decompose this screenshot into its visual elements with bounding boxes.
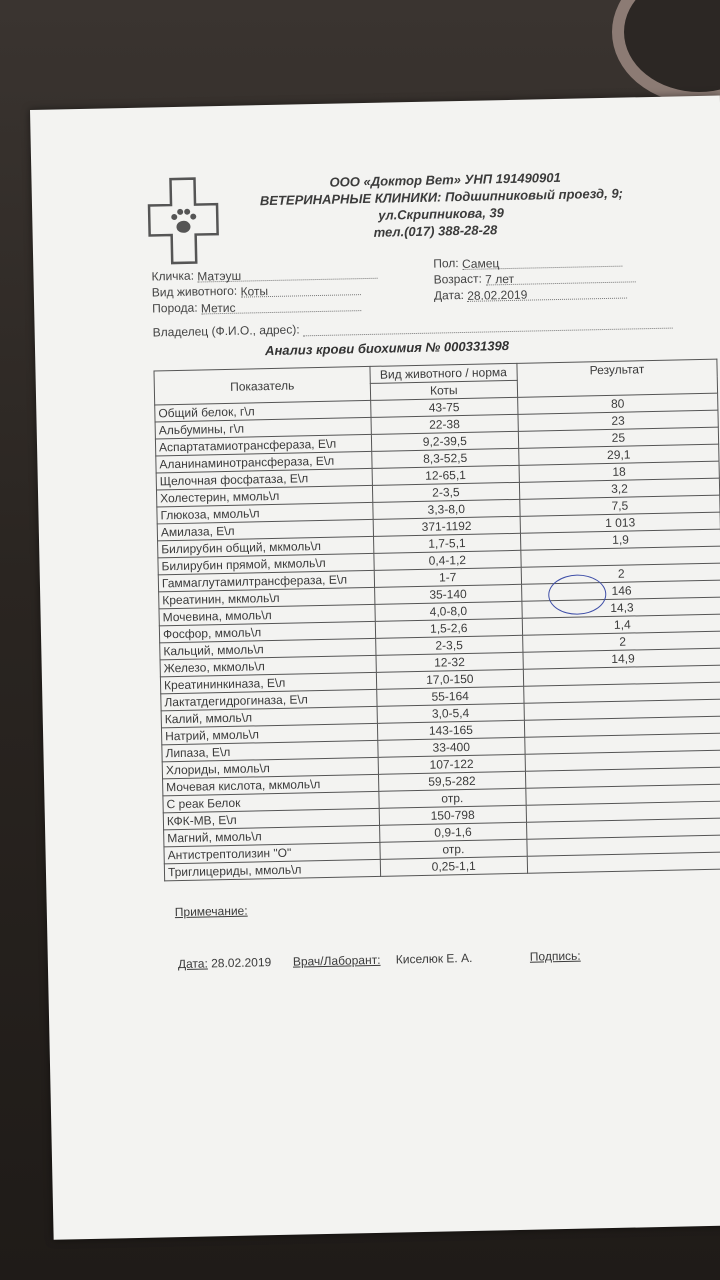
age-label: Возраст:	[433, 271, 483, 287]
norm-cell: 371-1192	[373, 516, 520, 536]
indicator-cell: Аспартатамиотрансфераза, Е\л	[155, 434, 371, 456]
norm-cell: 12-65,1	[372, 465, 519, 485]
col-norm-header: Вид животного / норма	[370, 363, 517, 383]
table-body	[155, 393, 720, 881]
indicator-cell: Билирубин общий, мкмоль\л	[158, 536, 374, 558]
species-label: Вид животного:	[151, 283, 238, 300]
result-cell: 3,2	[519, 478, 719, 499]
indicator-cell: Глюкоза, ммоль\л	[157, 502, 373, 524]
result-cell: 23	[518, 410, 718, 431]
norm-cell: 1,5-2,6	[375, 618, 522, 638]
clinic-address: ВЕТЕРИНАРНЫЕ КЛИНИКИ: Подшипниковый проезд, 9;	[259, 185, 624, 209]
result-cell: 2	[522, 631, 720, 652]
indicator-cell: Щелочная фосфатаза, Е\л	[156, 468, 372, 490]
result-cell: 1,4	[522, 614, 720, 635]
norm-cell: 8,3-52,5	[372, 448, 519, 468]
result-cell: 14,9	[523, 648, 720, 669]
indicator-cell: Мочевая кислота, мкмоль\л	[163, 774, 379, 796]
date-label: Дата:	[433, 287, 465, 303]
result-cell: 29,1	[519, 444, 719, 465]
norm-cell: 143-165	[377, 720, 524, 740]
breed-value: Метис	[200, 300, 236, 316]
footer-doctor	[293, 951, 473, 969]
norm-cell: 2-3,5	[372, 482, 519, 502]
norm-cell: 3,0-5,4	[377, 703, 524, 723]
indicator-cell: Магний, ммоль\л	[164, 825, 380, 847]
footer-signature	[530, 949, 581, 964]
norm-cell: 2-3,5	[375, 635, 522, 655]
indicator-cell: Аланинаминотрансфераза, Е\л	[156, 451, 372, 473]
species-value: Коты	[240, 284, 269, 299]
result-cell	[527, 852, 720, 873]
norm-cell: 0,9-1,6	[379, 822, 526, 842]
norm-cell: 33-400	[378, 737, 525, 757]
indicator-cell: Креатинин, мкмоль\л	[159, 587, 375, 609]
col-result-header: Результат	[517, 359, 718, 397]
norm-cell: 107-122	[378, 754, 525, 774]
clinic-header	[259, 167, 660, 243]
norm-cell: 35-140	[374, 584, 521, 604]
indicator-cell: Калий, ммоль\л	[161, 706, 377, 728]
footer-date	[178, 955, 272, 971]
footer-date-label: Дата:	[177, 956, 208, 972]
indicator-cell: Хлориды, ммоль\л	[162, 757, 378, 779]
clinic-street: ул.Скрипникова, 39	[378, 205, 505, 223]
indicator-cell: Билирубин прямой, мкмоль\л	[158, 553, 374, 575]
result-cell: 80	[517, 393, 717, 414]
age-field	[433, 268, 635, 286]
lab-report-sheet	[30, 96, 720, 1240]
breed-field	[152, 297, 361, 315]
footer-doctor-label: Врач/Лаборант:	[292, 952, 381, 969]
note-label: Примечание:	[174, 903, 248, 920]
norm-cell: 17,0-150	[376, 669, 523, 689]
clinic-phone: тел.(017) 388-28-28	[373, 222, 498, 240]
indicator-cell: Железо, мкмоль\л	[160, 655, 376, 677]
result-cell: 146	[521, 580, 720, 601]
norm-cell: 3,3-8,0	[373, 499, 520, 519]
norm-cell: 9,2-39,5	[371, 431, 518, 451]
indicator-cell: Фосфор, ммоль\л	[159, 621, 375, 643]
patient-name-label: Кличка:	[151, 268, 195, 284]
biochemistry-table	[153, 359, 720, 882]
norm-cell: 150-798	[379, 805, 526, 825]
result-cell: 2	[521, 563, 720, 584]
col-indicator-header: Показатель	[154, 366, 370, 405]
clinic-name: ООО «Доктор Вет» УНП 191490901	[329, 169, 561, 190]
indicator-cell: С реак Белок	[163, 791, 379, 813]
indicator-cell: Холестерин, ммоль\л	[156, 485, 372, 507]
vet-cross-paw-logo	[146, 176, 220, 265]
sex-field	[433, 253, 622, 271]
result-cell: 14,3	[522, 597, 720, 618]
indicator-cell: Натрий, ммоль\л	[161, 723, 377, 745]
norm-cell: 12-32	[376, 652, 523, 672]
result-cell: 7,5	[520, 495, 720, 516]
norm-cell: 55-164	[377, 686, 524, 706]
indicator-cell: Антистрептолизин "О"	[164, 842, 380, 864]
footer-signature-label: Подпись:	[529, 948, 581, 964]
norm-cell: 22-38	[371, 414, 518, 434]
owner-field	[153, 315, 673, 340]
result-cell: 1 013	[520, 512, 720, 533]
footer-doctor-value: Киселюк Е. А.	[395, 950, 473, 967]
indicator-cell: Мочевина, ммоль\л	[159, 604, 375, 626]
result-cell: 1,9	[520, 529, 720, 550]
date-field	[434, 285, 628, 303]
indicator-cell: Общий белок, г\л	[155, 400, 371, 422]
age-value: 7 лет	[485, 271, 515, 287]
norm-cell: 43-75	[370, 397, 517, 417]
indicator-cell: Амилаза, Е\л	[157, 519, 373, 541]
norm-cell: 0,4-1,2	[374, 550, 521, 570]
date-value: 28.02.2019	[467, 287, 528, 303]
sex-value: Самец	[461, 256, 500, 271]
norm-cell: 0,25-1,1	[380, 856, 527, 876]
species-field	[152, 281, 361, 299]
indicator-cell: Кальций, ммоль\л	[160, 638, 376, 660]
indicator-cell: Липаза, Е\л	[162, 740, 378, 762]
indicator-cell: Креатининкиназа, Е\л	[160, 672, 376, 694]
norm-cell: отр.	[380, 839, 527, 859]
indicator-cell: Гаммаглутамилтрансфераза, Е\л	[158, 570, 374, 592]
norm-cell: 59,5-282	[378, 771, 525, 791]
indicator-cell: КФК-МВ, Е\л	[163, 808, 379, 830]
report-title: Анализ крови биохимия № 000331398	[264, 338, 510, 359]
patient-name-value: Матэуш	[197, 268, 242, 284]
owner-label: Владелец (Ф.И.О., адрес):	[152, 322, 300, 340]
breed-label: Порода:	[152, 300, 198, 316]
norm-cell: отр.	[379, 788, 526, 808]
species-subheader: Коты	[370, 380, 517, 400]
norm-cell: 4,0-8,0	[375, 601, 522, 621]
result-cell: 18	[519, 461, 719, 482]
indicator-cell: Альбумины, г\л	[155, 417, 371, 439]
indicator-cell: Триглицериды, ммоль\л	[164, 859, 380, 881]
sex-label: Пол:	[433, 256, 459, 271]
norm-cell: 1-7	[374, 567, 521, 587]
result-cell: 25	[518, 427, 718, 448]
footer-date-value: 28.02.2019	[211, 955, 272, 971]
norm-cell: 1,7-5,1	[373, 533, 520, 553]
indicator-cell: Лактатдегидрогиназа, Е\л	[161, 689, 377, 711]
